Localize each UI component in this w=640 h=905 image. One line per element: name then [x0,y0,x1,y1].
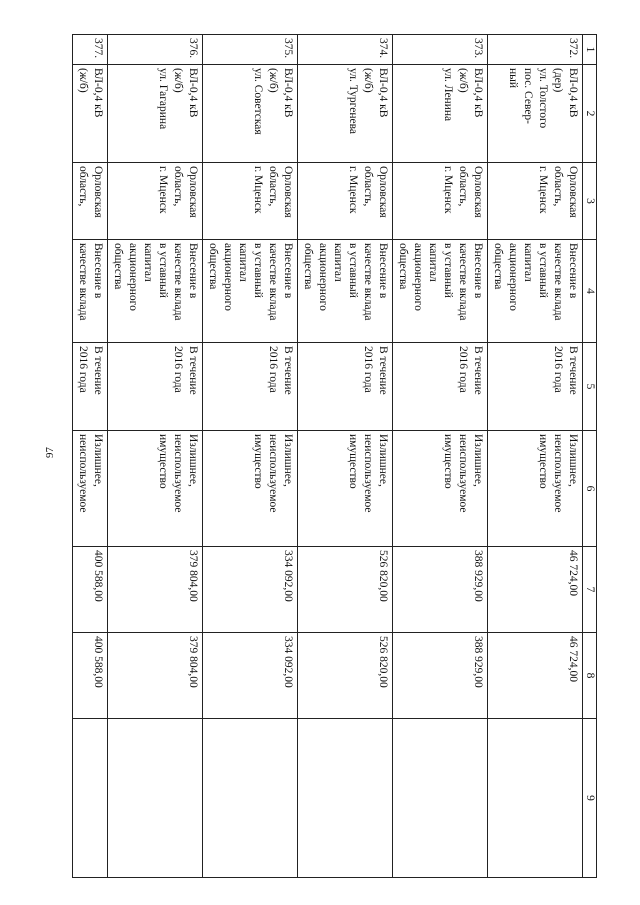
cost-value-2: 334 092,00 [203,633,298,719]
note-cell [393,719,488,878]
cost-value-2: 526 820,00 [298,633,393,719]
cost-value-1: 334 092,00 [203,547,298,633]
privatization-term: В течение 2016 года [73,343,108,431]
object-name: ВЛ-0,4 кВ (дер) ул. Толстого пос. Север- ный [488,65,583,163]
privatization-term: В течение 2016 года [108,343,203,431]
table-row [73,35,108,878]
cost-value-2: 400 588,00 [73,633,108,719]
object-name: ВЛ-0,4 кВ (ж/б) ул. Гагарина [108,65,203,163]
column-header-3: 3 [583,163,597,240]
object-location: Орловская область, г. Мценск [203,163,298,240]
privatization-method: Внесение в качестве вклада в уставный капитал акционерного общества [298,240,393,343]
cost-value-2: 379 804,00 [108,633,203,719]
cost-value-1: 526 820,00 [298,547,393,633]
privatization-method: Внесение в качестве вклада в уставный капитал акционерного общества [203,240,298,343]
note-cell [108,719,203,878]
object-location: Орловская область, [73,163,108,240]
privatization-method: Внесение в качестве вклада в уставный капитал акционерного общества [393,240,488,343]
privatization-reason: Излишнее, неиспользуемое имущество [108,431,203,547]
privatization-term: В течение 2016 года [203,343,298,431]
note-cell [298,719,393,878]
registry-table [72,34,597,878]
column-header-5: 5 [583,343,597,431]
privatization-reason: Излишнее, неиспользуемое имущество [298,431,393,547]
column-header-6: 6 [583,431,597,547]
privatization-method: Внесение в качестве вклада в уставный капитал акционерного общества [488,240,583,343]
registry-table-rotated [77,34,597,877]
note-cell [488,719,583,878]
cost-value-2: 388 929,00 [393,633,488,719]
column-header-7: 7 [583,547,597,633]
privatization-term: В течение 2016 года [298,343,393,431]
cost-value-1: 379 804,00 [108,547,203,633]
table-row [393,35,488,878]
column-header-9: 9 [583,719,597,878]
row-number: 372. [488,35,583,65]
page-number: 97 [44,447,56,458]
column-header-2: 2 [583,65,597,163]
object-name: ВЛ-0,4 кВ (ж/б) ул. Советская [203,65,298,163]
privatization-term: В течение 2016 года [488,343,583,431]
object-location: Орловская область, г. Мценск [488,163,583,240]
table-row [488,35,583,878]
cost-value-1: 46 724,00 [488,547,583,633]
row-number: 373. [393,35,488,65]
column-header-4: 4 [583,240,597,343]
object-name: ВЛ-0,4 кВ (ж/б) ул. Ленина [393,65,488,163]
privatization-reason: Излишнее, неиспользуемое имущество [203,431,298,547]
cost-value-1: 400 588,00 [73,547,108,633]
note-cell [73,719,108,878]
object-name: ВЛ-0,4 кВ (ж/б) ул. Тургенева [298,65,393,163]
table-row [298,35,393,878]
row-number: 375. [203,35,298,65]
note-cell [203,719,298,878]
column-header-1: 1 [583,35,597,65]
privatization-method: Внесение в качестве вклада в уставный капитал акционерного общества [108,240,203,343]
cost-value-2: 46 724,00 [488,633,583,719]
object-location: Орловская область, г. Мценск [108,163,203,240]
privatization-method: Внесение в качестве вклада [73,240,108,343]
row-number: 374. [298,35,393,65]
privatization-term: В течение 2016 года [393,343,488,431]
object-name: ВЛ-0,4 кВ (ж/б) [73,65,108,163]
cost-value-1: 388 929,00 [393,547,488,633]
column-header-8: 8 [583,633,597,719]
header-row [583,35,597,878]
table-row [203,35,298,878]
object-location: Орловская область, г. Мценск [393,163,488,240]
object-location: Орловская область, г. Мценск [298,163,393,240]
table-row [108,35,203,878]
privatization-reason: Излишнее, неиспользуемое имущество [488,431,583,547]
row-number: 377. [73,35,108,65]
privatization-reason: Излишнее, неиспользуемое [73,431,108,547]
privatization-reason: Излишнее, неиспользуемое имущество [393,431,488,547]
row-number: 376. [108,35,203,65]
